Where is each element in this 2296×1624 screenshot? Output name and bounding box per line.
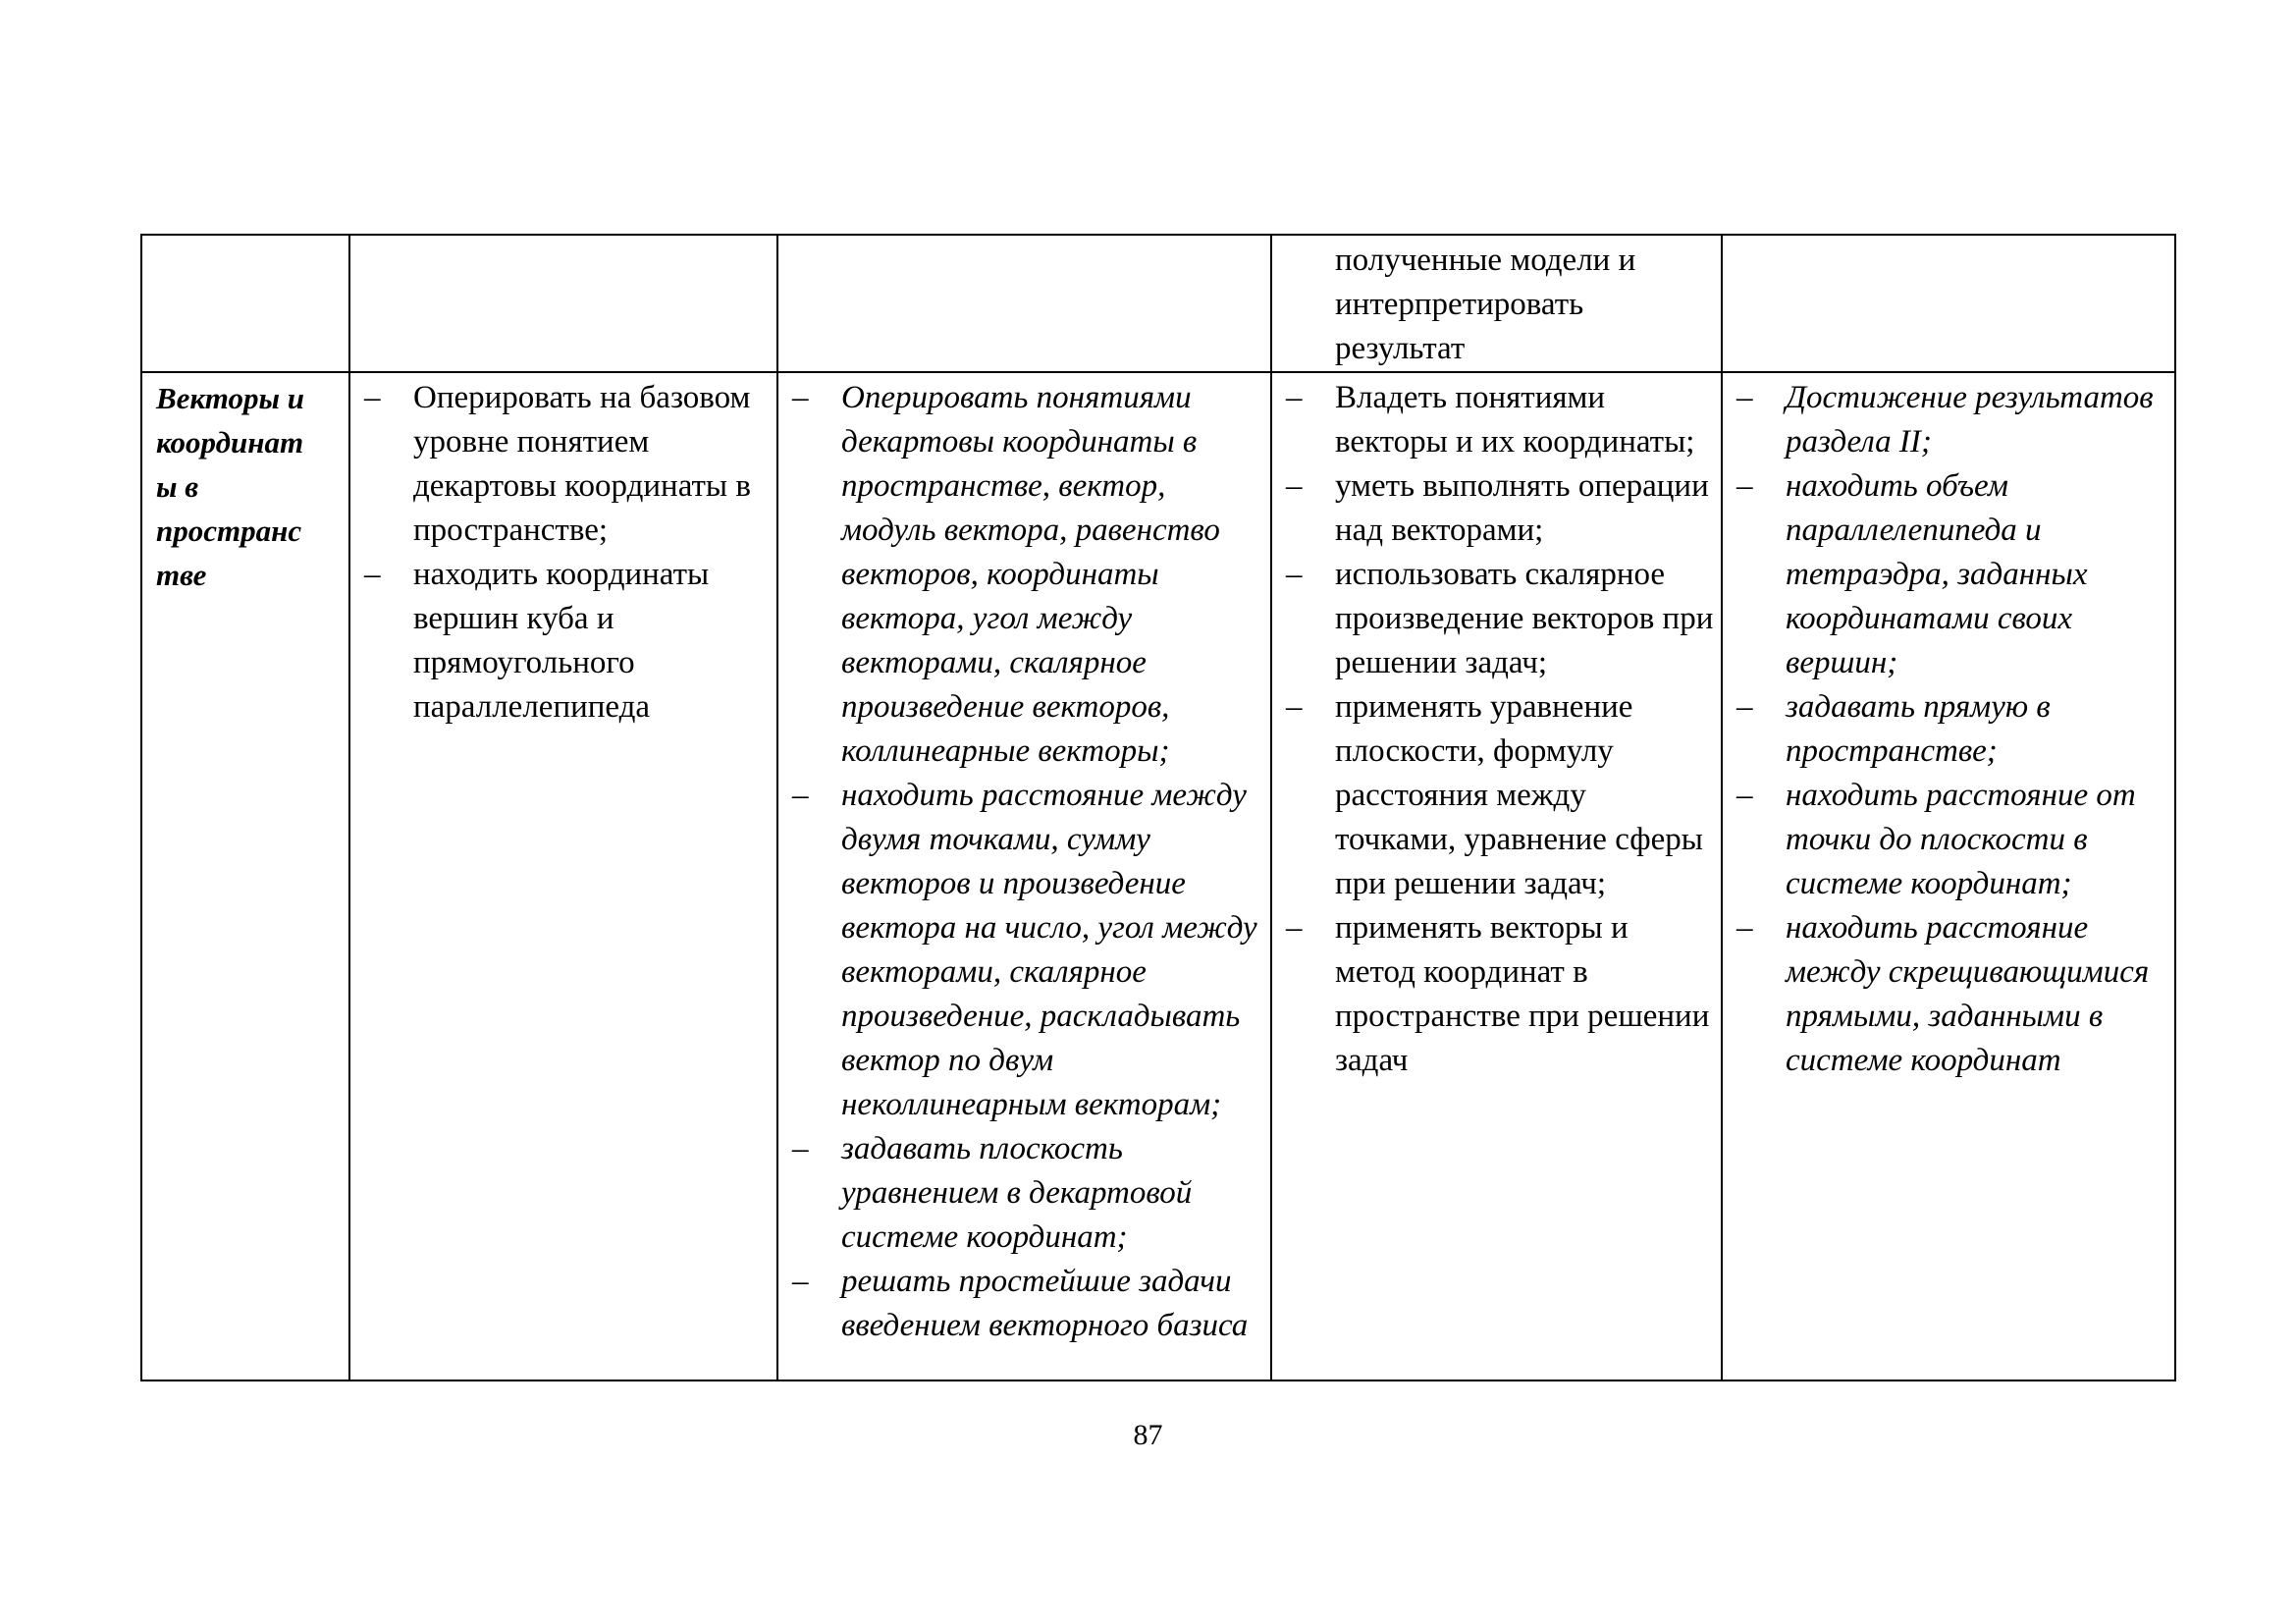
- list-item: [1723, 685, 2168, 774]
- dash-marker: –: [1286, 468, 1303, 504]
- list-item-text: находить объем параллелепипеда и тетраэдра, заданных координатами своих вершин;: [1786, 468, 2088, 680]
- topic-title: Векторы и координат ы в пространс тве: [156, 381, 304, 592]
- table-cell-advanced-empty: [777, 235, 1271, 372]
- table-cell-basic-level: [349, 372, 777, 1380]
- dash-marker: –: [1736, 468, 1753, 504]
- dash-marker: –: [1736, 380, 1753, 415]
- list-item-text: уметь выполнять операции над векторами;: [1335, 468, 1709, 548]
- list-item: [1723, 906, 2168, 1083]
- extended-level-list: [1723, 373, 2174, 1083]
- dash-marker: –: [1286, 689, 1303, 725]
- list-item: [1272, 464, 1715, 553]
- list-item: [1723, 464, 2168, 685]
- page-number: 87: [1133, 1419, 1163, 1451]
- table-cell-extended-empty: [1722, 235, 2175, 372]
- dash-marker: –: [1736, 689, 1753, 725]
- list-item-text: находить расстояние между двумя точками, сумму векторов и произведение вектора на число, угол между векторами, скалярное произведение, раскладывать вектор по двум неколлинеарным векторам;: [841, 778, 1257, 1122]
- table-cell-topic: [141, 372, 349, 1380]
- dash-marker: –: [792, 380, 809, 415]
- table-cell-topic-empty: [141, 235, 349, 372]
- continuation-text: полученные модели и интерпретировать результат: [1335, 243, 1636, 366]
- list-item: [350, 553, 771, 730]
- table-row-continuation: [141, 235, 2175, 372]
- list-item-text: применять уравнение плоскости, формулу расстояния между точками, уравнение сферы при решении задач;: [1335, 689, 1703, 901]
- list-item-text: Достижение результатов раздела II;: [1786, 380, 2154, 460]
- dash-marker: –: [364, 557, 381, 592]
- list-item: [1723, 774, 2168, 906]
- table-cell-extended-level: [1722, 372, 2175, 1380]
- table-cell-continuation-text: [1271, 235, 1722, 372]
- list-item-text: задавать прямую в пространстве;: [1786, 689, 2051, 769]
- curriculum-table: [140, 234, 2176, 1381]
- list-item: [1272, 685, 1715, 906]
- list-item-text: Оперировать на базовом уровне понятием декартовы координаты в пространстве;: [413, 380, 751, 548]
- dash-marker: –: [1286, 380, 1303, 415]
- list-item-text: находить расстояние между скрещивающимися прямыми, заданными в системе координат: [1786, 910, 2150, 1078]
- list-item: [1272, 906, 1715, 1083]
- dash-marker: –: [1736, 910, 1753, 946]
- list-item-text: Владеть понятиями векторы и их координаты;: [1335, 380, 1695, 460]
- dash-marker: –: [1286, 910, 1303, 946]
- advanced-level-list: [778, 373, 1270, 1348]
- dash-marker: –: [792, 1264, 809, 1299]
- list-item-text: находить координаты вершин куба и прямоугольного параллелепипеда: [413, 557, 710, 725]
- profile-level-list: [1272, 373, 1721, 1083]
- list-item: [1723, 376, 2168, 464]
- table-cell-advanced-level: [777, 372, 1271, 1380]
- list-item-text: использовать скалярное произведение векторов при решении задач;: [1335, 557, 1714, 680]
- list-item-text: применять векторы и метод координат в пространстве при решении задач: [1335, 910, 1710, 1078]
- dash-marker: –: [364, 380, 381, 415]
- list-item: [1272, 376, 1715, 464]
- table-cell-basic-empty: [349, 235, 777, 372]
- list-item-text: задавать плоскость уравнением в декартовой системе координат;: [841, 1131, 1193, 1255]
- list-item-text: находить расстояние от точки до плоскости в системе координат;: [1786, 778, 2136, 901]
- dash-marker: –: [1286, 557, 1303, 592]
- list-item: [778, 774, 1264, 1127]
- list-item-text: решать простейшие задачи введением векторного базиса: [841, 1264, 1249, 1343]
- table-row-vectors: [141, 372, 2175, 1380]
- list-item: [350, 376, 771, 553]
- list-item: [1272, 553, 1715, 685]
- list-item-text: Оперировать понятиями декартовы координаты в пространстве, вектор, модуль вектора, равенство векторов, координаты вектора, угол между векторами, скалярное произведение векторов, коллинеарные векторы;: [841, 380, 1220, 769]
- list-item: [778, 1127, 1264, 1260]
- list-item: [778, 376, 1264, 774]
- list-item: [778, 1260, 1264, 1348]
- basic-level-list: [350, 373, 776, 730]
- table-cell-profile-level: [1271, 372, 1722, 1380]
- dash-marker: –: [792, 778, 809, 813]
- dash-marker: –: [792, 1131, 809, 1166]
- dash-marker: –: [1736, 778, 1753, 813]
